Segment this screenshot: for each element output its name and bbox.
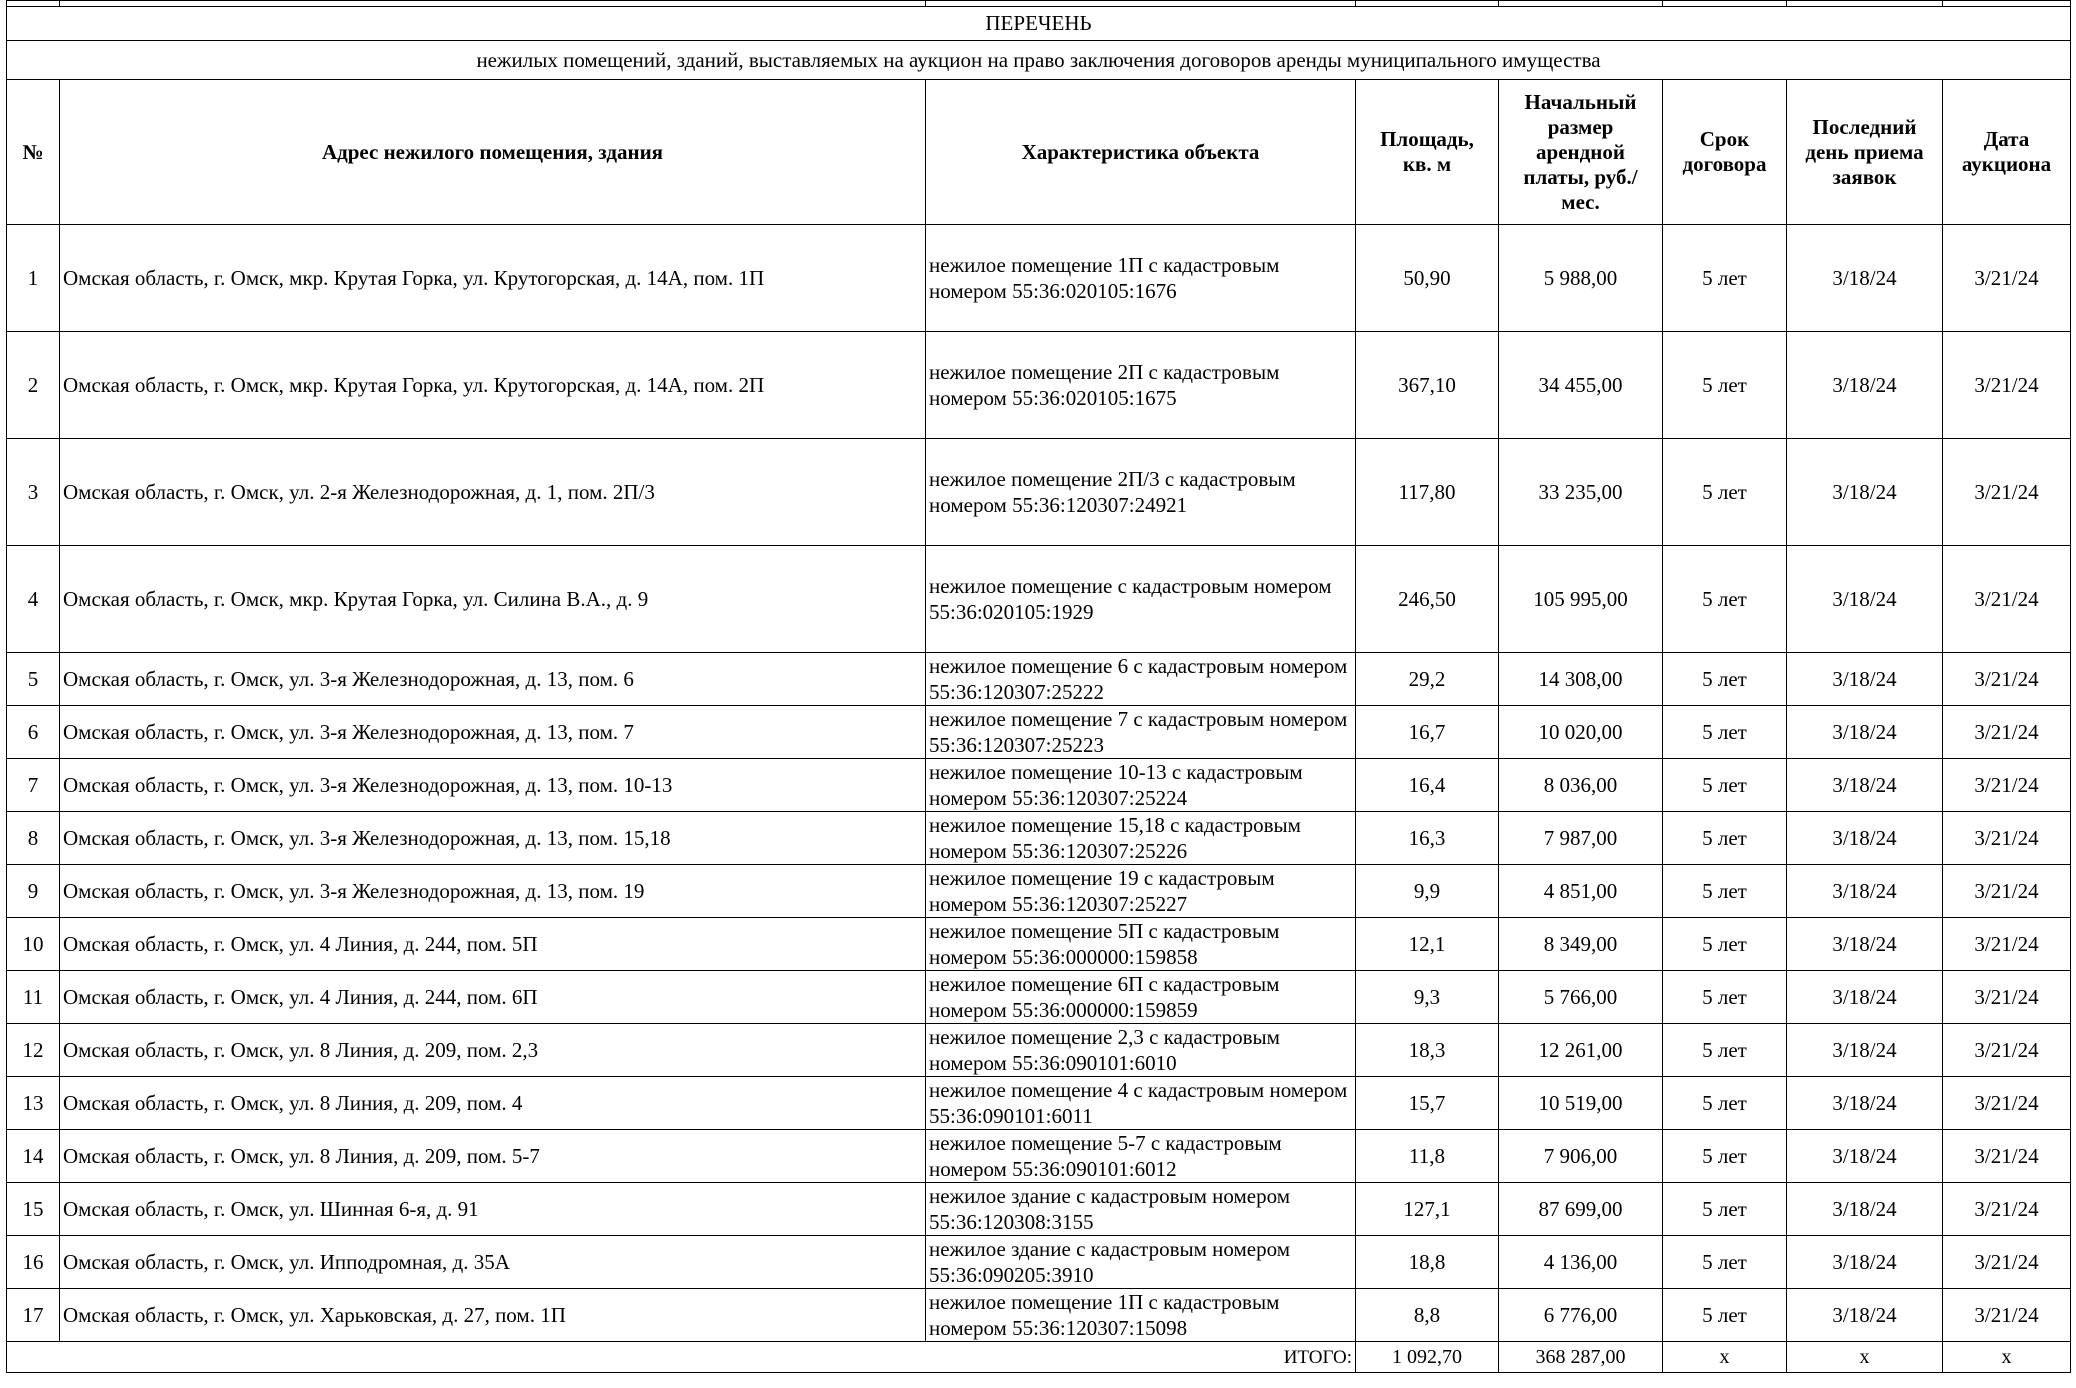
cell-rent: 34 455,00 [1499,332,1663,439]
table-row [7,653,2071,706]
total-row [7,1342,2071,1373]
total-label: ИТОГО: [7,1342,1356,1373]
cell-auction-date: 3/21/24 [1943,971,2071,1024]
cell-rent: 105 995,00 [1499,546,1663,653]
total-term: x [1663,1342,1787,1373]
cell-area: 16,3 [1356,812,1499,865]
total-area: 1 092,70 [1356,1342,1499,1373]
cell-area: 12,1 [1356,918,1499,971]
cell-num: 3 [7,439,60,546]
cell-term: 5 лет [1663,546,1787,653]
cell-rent: 10 020,00 [1499,706,1663,759]
table-row [7,706,2071,759]
cell-num: 1 [7,225,60,332]
cell-area: 11,8 [1356,1130,1499,1183]
cell-characteristic: нежилое помещение 6П с кадастровым номером 55:36:000000:159859 [926,971,1356,1024]
cell-rent: 4 136,00 [1499,1236,1663,1289]
header-area: Площадь, кв. м [1356,80,1499,225]
cell-auction-date: 3/21/24 [1943,653,2071,706]
cell-area: 246,50 [1356,546,1499,653]
cell-num: 9 [7,865,60,918]
cell-characteristic: нежилое помещение 1П с кадастровым номером 55:36:020105:1676 [926,225,1356,332]
cell-auction-date: 3/21/24 [1943,1077,2071,1130]
table-row [7,225,2071,332]
table-row [7,1183,2071,1236]
cell-last-day: 3/18/24 [1787,918,1943,971]
cell-auction-date: 3/21/24 [1943,225,2071,332]
cell-auction-date: 3/21/24 [1943,439,2071,546]
document-sheet [6,0,2070,1373]
cell-num: 7 [7,759,60,812]
cell-address: Омская область, г. Омск, ул. Ипподромная, д. 35А [60,1236,926,1289]
table-row [7,1077,2071,1130]
cell-address: Омская область, г. Омск, ул. Харьковская, д. 27, пом. 1П [60,1289,926,1342]
cell-characteristic: нежилое помещение 15,18 с кадастровым номером 55:36:120307:25226 [926,812,1356,865]
table-row [7,971,2071,1024]
cell-num: 13 [7,1077,60,1130]
cell-address: Омская область, г. Омск, мкр. Крутая Горка, ул. Силина В.А., д. 9 [60,546,926,653]
cell-rent: 10 519,00 [1499,1077,1663,1130]
total-auction-date: x [1943,1342,2071,1373]
cell-rent: 12 261,00 [1499,1024,1663,1077]
cell-term: 5 лет [1663,971,1787,1024]
table-row [7,1130,2071,1183]
cell-address: Омская область, г. Омск, ул. 3-я Железнодорожная, д. 13, пом. 19 [60,865,926,918]
document-title: ПЕРЕЧЕНЬ [7,7,2071,41]
cell-area: 367,10 [1356,332,1499,439]
cell-rent: 8 349,00 [1499,918,1663,971]
cell-rent: 5 988,00 [1499,225,1663,332]
cell-auction-date: 3/21/24 [1943,812,2071,865]
cell-characteristic: нежилое здание с кадастровым номером 55:36:090205:3910 [926,1236,1356,1289]
cell-address: Омская область, г. Омск, ул. Шинная 6-я, д. 91 [60,1183,926,1236]
table-row [7,546,2071,653]
cell-last-day: 3/18/24 [1787,653,1943,706]
cell-characteristic: нежилое помещение 6 с кадастровым номером 55:36:120307:25222 [926,653,1356,706]
cell-auction-date: 3/21/24 [1943,706,2071,759]
cell-area: 16,7 [1356,706,1499,759]
title-row [7,7,2071,41]
cell-characteristic: нежилое помещение 7 с кадастровым номером 55:36:120307:25223 [926,706,1356,759]
cell-term: 5 лет [1663,1289,1787,1342]
cell-auction-date: 3/21/24 [1943,1183,2071,1236]
table-row [7,1024,2071,1077]
cell-auction-date: 3/21/24 [1943,1289,2071,1342]
table-row [7,332,2071,439]
table-row [7,439,2071,546]
cell-last-day: 3/18/24 [1787,546,1943,653]
cell-rent: 4 851,00 [1499,865,1663,918]
cell-term: 5 лет [1663,653,1787,706]
cell-characteristic: нежилое помещение с кадастровым номером 55:36:020105:1929 [926,546,1356,653]
cell-area: 9,9 [1356,865,1499,918]
header-term: Срок договора [1663,80,1787,225]
cell-address: Омская область, г. Омск, ул. 2-я Железнодорожная, д. 1, пом. 2П/3 [60,439,926,546]
header-rent: Начальный размер арендной платы, руб./мес. [1499,80,1663,225]
cell-characteristic: нежилое помещение 4 с кадастровым номером 55:36:090101:6011 [926,1077,1356,1130]
cell-term: 5 лет [1663,759,1787,812]
cell-last-day: 3/18/24 [1787,865,1943,918]
cell-auction-date: 3/21/24 [1943,918,2071,971]
table-row [7,812,2071,865]
cell-term: 5 лет [1663,332,1787,439]
cell-rent: 8 036,00 [1499,759,1663,812]
cell-address: Омская область, г. Омск, ул. 3-я Железнодорожная, д. 13, пом. 6 [60,653,926,706]
cell-auction-date: 3/21/24 [1943,1024,2071,1077]
cell-address: Омская область, г. Омск, ул. 8 Линия, д. 209, пом. 4 [60,1077,926,1130]
cell-num: 11 [7,971,60,1024]
cell-term: 5 лет [1663,918,1787,971]
cell-area: 18,3 [1356,1024,1499,1077]
cell-area: 50,90 [1356,225,1499,332]
cell-address: Омская область, г. Омск, мкр. Крутая Горка, ул. Крутогорская, д. 14А, пом. 1П [60,225,926,332]
cell-auction-date: 3/21/24 [1943,332,2071,439]
cell-num: 14 [7,1130,60,1183]
cell-term: 5 лет [1663,812,1787,865]
cell-last-day: 3/18/24 [1787,225,1943,332]
cell-num: 10 [7,918,60,971]
cell-term: 5 лет [1663,1130,1787,1183]
document-subtitle: нежилых помещений, зданий, выставляемых на аукцион на право заключения договоров аренды муниципального имущества [7,41,2071,80]
total-last-day: x [1787,1342,1943,1373]
cell-last-day: 3/18/24 [1787,1236,1943,1289]
header-last-day: Последний день приема заявок [1787,80,1943,225]
cell-rent: 6 776,00 [1499,1289,1663,1342]
header-num: № [7,80,60,225]
header-auction-date: Дата аукциона [1943,80,2071,225]
cell-last-day: 3/18/24 [1787,971,1943,1024]
cell-area: 16,4 [1356,759,1499,812]
cell-area: 15,7 [1356,1077,1499,1130]
table-row [7,759,2071,812]
cell-characteristic: нежилое помещение 2П/3 с кадастровым номером 55:36:120307:24921 [926,439,1356,546]
cell-num: 17 [7,1289,60,1342]
cell-term: 5 лет [1663,706,1787,759]
table-row [7,865,2071,918]
cell-address: Омская область, г. Омск, ул. 8 Линия, д. 209, пом. 5-7 [60,1130,926,1183]
cell-term: 5 лет [1663,439,1787,546]
cell-num: 6 [7,706,60,759]
cell-last-day: 3/18/24 [1787,1024,1943,1077]
cell-auction-date: 3/21/24 [1943,865,2071,918]
cell-characteristic: нежилое помещение 19 с кадастровым номером 55:36:120307:25227 [926,865,1356,918]
cell-area: 29,2 [1356,653,1499,706]
cell-auction-date: 3/21/24 [1943,759,2071,812]
cell-term: 5 лет [1663,1077,1787,1130]
cell-term: 5 лет [1663,1024,1787,1077]
table-row [7,1236,2071,1289]
header-row [7,80,2071,225]
cell-num: 8 [7,812,60,865]
header-address: Адрес нежилого помещения, здания [60,80,926,225]
cell-area: 117,80 [1356,439,1499,546]
cell-rent: 7 906,00 [1499,1130,1663,1183]
cell-address: Омская область, г. Омск, мкр. Крутая Горка, ул. Крутогорская, д. 14А, пом. 2П [60,332,926,439]
cell-last-day: 3/18/24 [1787,1183,1943,1236]
cell-auction-date: 3/21/24 [1943,546,2071,653]
cell-address: Омская область, г. Омск, ул. 3-я Железнодорожная, д. 13, пом. 15,18 [60,812,926,865]
cell-characteristic: нежилое помещение 5-7 с кадастровым номером 55:36:090101:6012 [926,1130,1356,1183]
cell-characteristic: нежилое помещение 2П с кадастровым номером 55:36:020105:1675 [926,332,1356,439]
table-row [7,1289,2071,1342]
cell-term: 5 лет [1663,225,1787,332]
cell-last-day: 3/18/24 [1787,439,1943,546]
cell-last-day: 3/18/24 [1787,759,1943,812]
cell-num: 2 [7,332,60,439]
total-rent: 368 287,00 [1499,1342,1663,1373]
cell-term: 5 лет [1663,1183,1787,1236]
cell-num: 12 [7,1024,60,1077]
cell-characteristic: нежилое помещение 2,3 с кадастровым номером 55:36:090101:6010 [926,1024,1356,1077]
cell-characteristic: нежилое помещение 5П с кадастровым номером 55:36:000000:159858 [926,918,1356,971]
cell-auction-date: 3/21/24 [1943,1130,2071,1183]
cell-rent: 87 699,00 [1499,1183,1663,1236]
cell-last-day: 3/18/24 [1787,1077,1943,1130]
cell-last-day: 3/18/24 [1787,332,1943,439]
cell-term: 5 лет [1663,1236,1787,1289]
cell-last-day: 3/18/24 [1787,1130,1943,1183]
cell-rent: 5 766,00 [1499,971,1663,1024]
property-table [6,0,2071,1373]
cell-area: 8,8 [1356,1289,1499,1342]
cell-characteristic: нежилое помещение 1П с кадастровым номером 55:36:120307:15098 [926,1289,1356,1342]
cell-last-day: 3/18/24 [1787,812,1943,865]
cell-rent: 14 308,00 [1499,653,1663,706]
cell-characteristic: нежилое помещение 10-13 с кадастровым номером 55:36:120307:25224 [926,759,1356,812]
cell-address: Омская область, г. Омск, ул. 4 Линия, д. 244, пом. 5П [60,918,926,971]
cell-address: Омская область, г. Омск, ул. 3-я Железнодорожная, д. 13, пом. 7 [60,706,926,759]
cell-num: 5 [7,653,60,706]
cell-address: Омская область, г. Омск, ул. 4 Линия, д. 244, пом. 6П [60,971,926,1024]
cell-auction-date: 3/21/24 [1943,1236,2071,1289]
cell-num: 16 [7,1236,60,1289]
table-row [7,918,2071,971]
cell-area: 18,8 [1356,1236,1499,1289]
cell-num: 15 [7,1183,60,1236]
cell-num: 4 [7,546,60,653]
header-characteristic: Характеристика объекта [926,80,1356,225]
cell-area: 9,3 [1356,971,1499,1024]
cell-rent: 7 987,00 [1499,812,1663,865]
cell-term: 5 лет [1663,865,1787,918]
cell-last-day: 3/18/24 [1787,1289,1943,1342]
cell-area: 127,1 [1356,1183,1499,1236]
subtitle-row [7,41,2071,80]
cell-address: Омская область, г. Омск, ул. 8 Линия, д. 209, пом. 2,3 [60,1024,926,1077]
cell-last-day: 3/18/24 [1787,706,1943,759]
cell-rent: 33 235,00 [1499,439,1663,546]
cell-address: Омская область, г. Омск, ул. 3-я Железнодорожная, д. 13, пом. 10-13 [60,759,926,812]
cell-characteristic: нежилое здание с кадастровым номером 55:36:120308:3155 [926,1183,1356,1236]
